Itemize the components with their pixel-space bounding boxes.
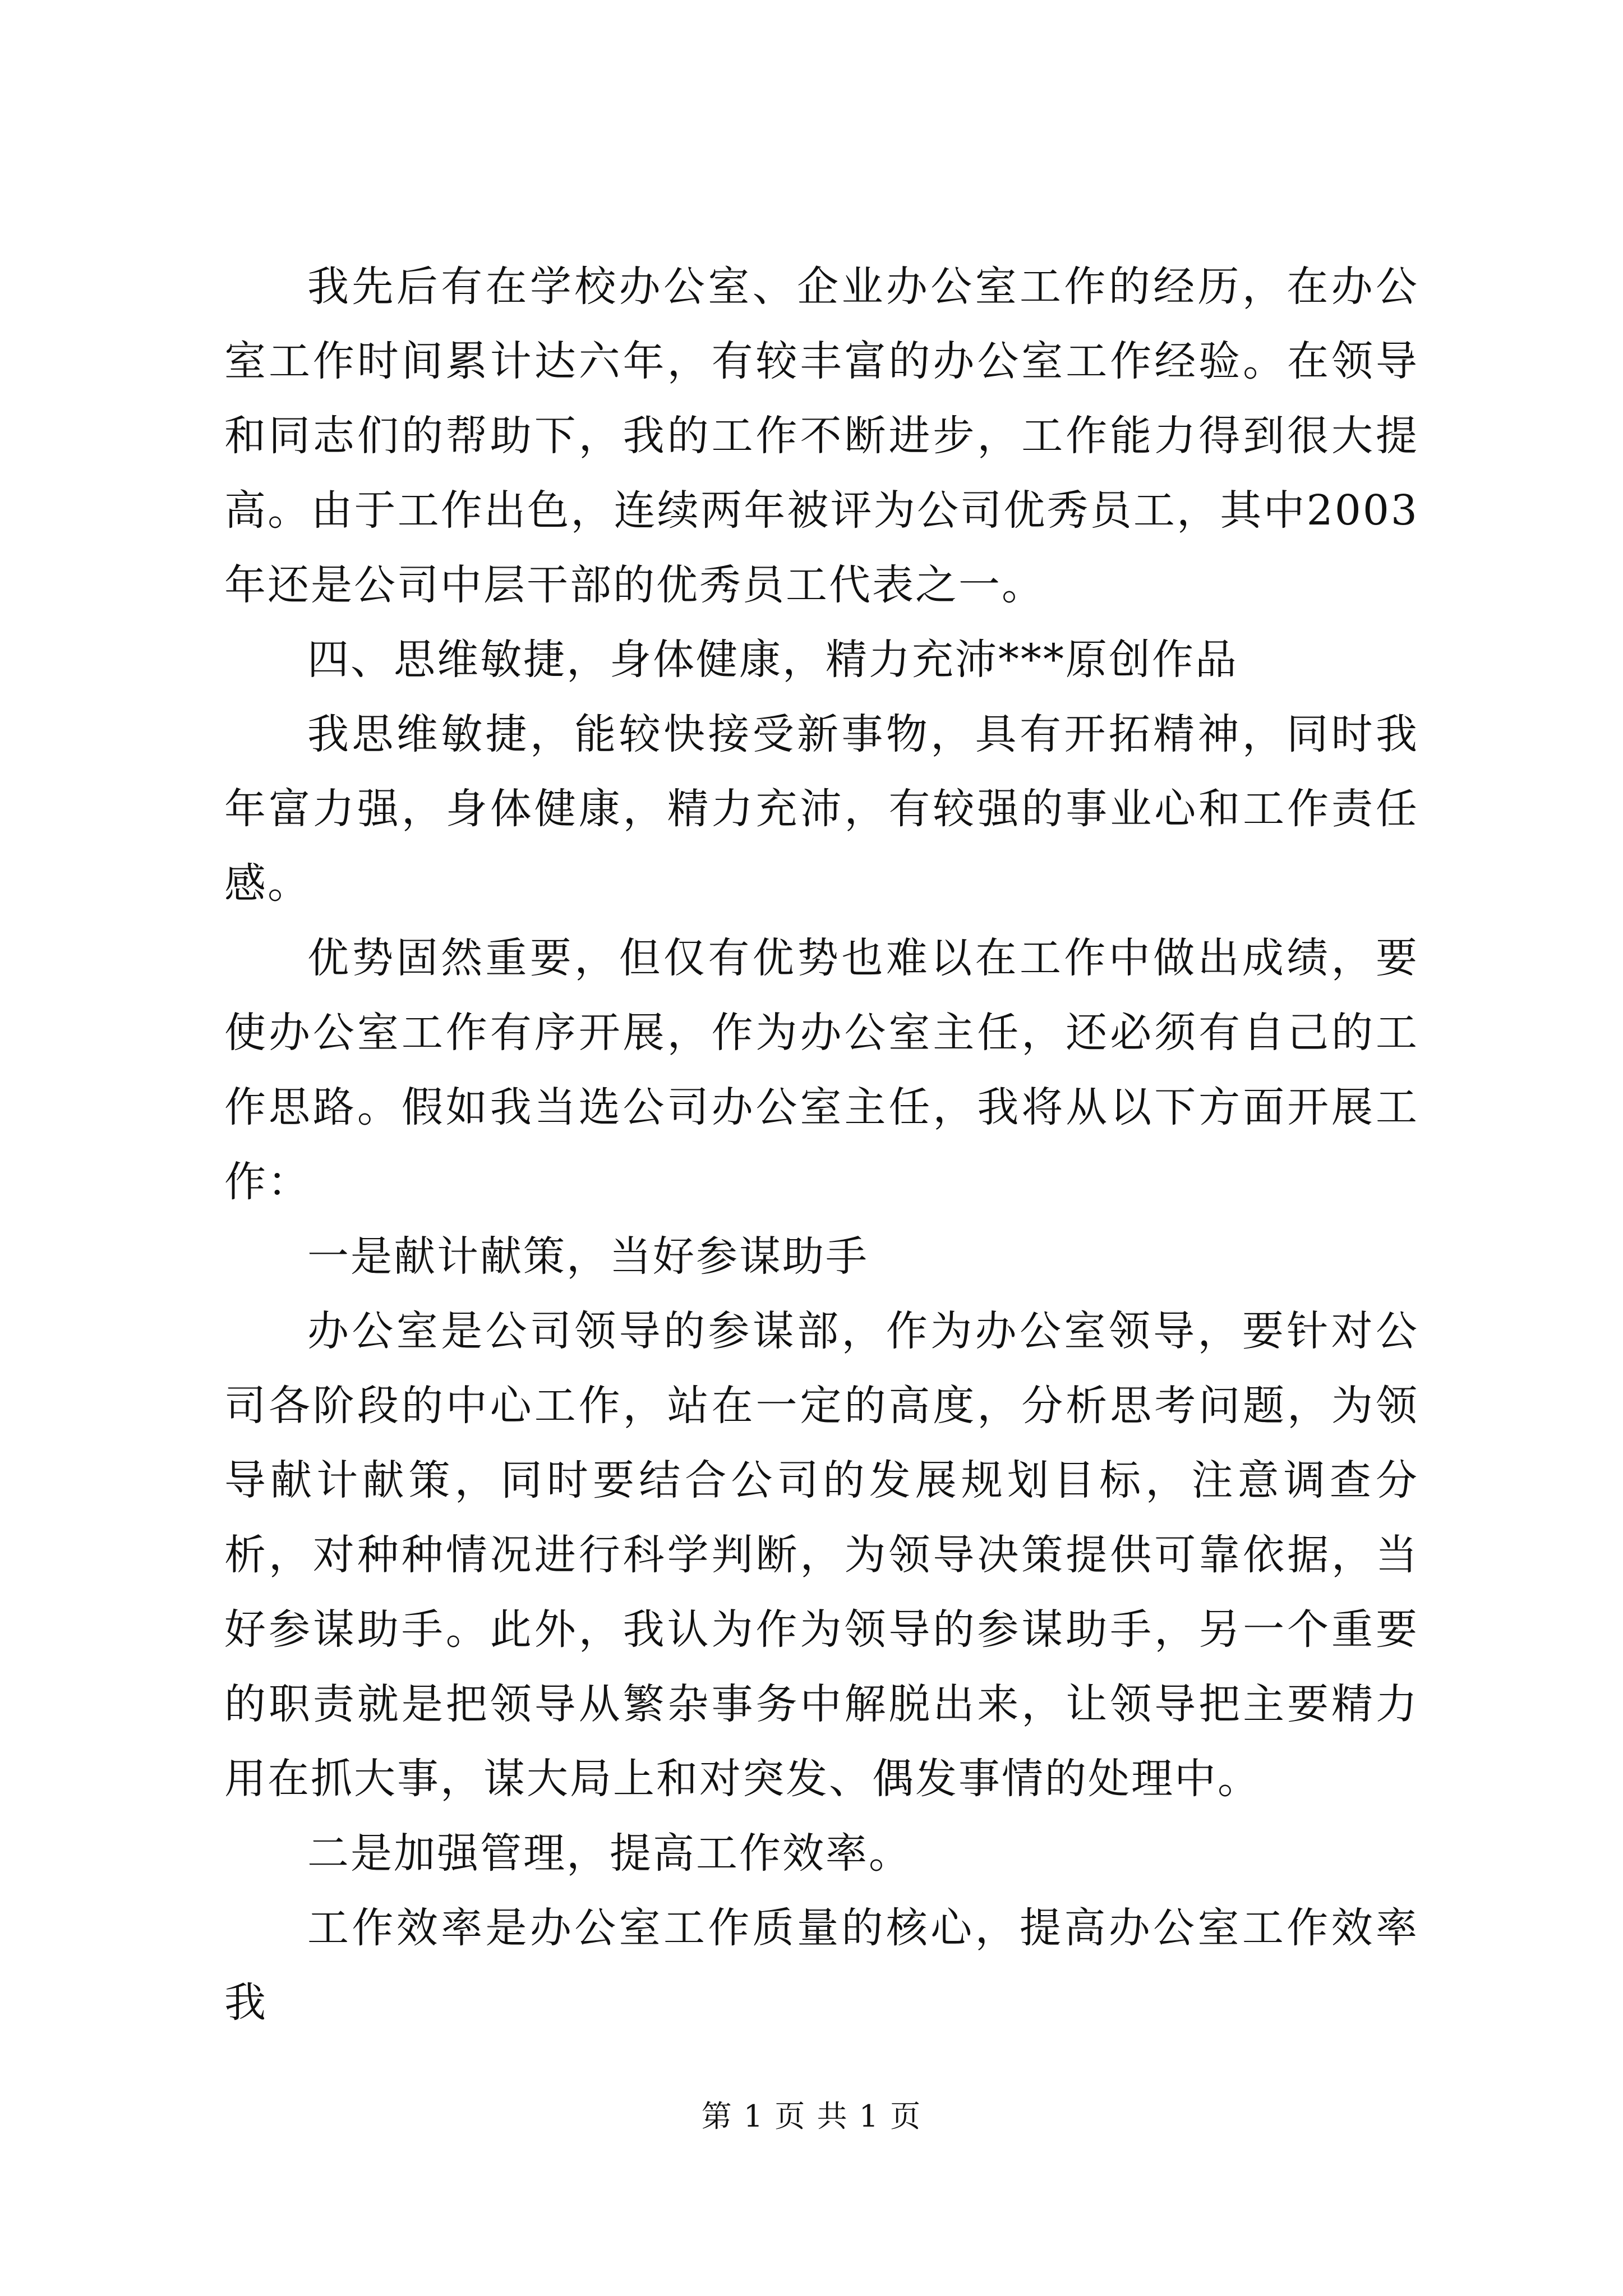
page-footer: 第 1 页 共 1 页 [701,2099,922,2134]
document-body [224,250,1419,2040]
paragraph-experience: 我先后有在学校办公室、企业办公室工作的经历，在办公室工作时间累计达六年，有较丰富的办公室工作经验。在领导和同志们的帮助下，我的工作不断进步，工作能力得到很大提高。由于工作出色，连续两年被评为公司优秀员工，其中2003年还是公司中层干部的优秀员工代表之一。 [224,263,1419,609]
section-heading-two: 二是加强管理，提高工作效率。 [307,1829,912,1878]
section-heading-four: 四、思维敏捷，身体健康，精力充沛***原创作品 [307,636,1238,684]
paragraph-efficiency: 工作效率是办公室工作质量的核心，提高办公室工作效率我 [224,1904,1419,2027]
paragraph-thinking: 我思维敏捷，能较快接受新事物，具有开拓精神，同时我年富力强，身体健康，精力充沛，有较强的事业心和工作责任感。 [224,710,1419,908]
paragraph-advantages: 优势固然重要，但仅有优势也难以在工作中做出成绩，要使办公室工作有序开展，作为办公室主任，还必须有自己的工作思路。假如我当选公司办公室主任，我将从以下方面开展工作： [224,934,1419,1206]
paragraph-advisor: 办公室是公司领导的参谋部，作为办公室领导，要针对公司各阶段的中心工作，站在一定的高度，分析思考问题，为领导献计献策，同时要结合公司的发展规划目标，注意调查分析，对种种情况进行科学判断，为领导决策提供可靠依据，当好参谋助手。此外，我认为作为领导的参谋助手，另一个重要的职责就是把领导从繁杂事务中解脱出来，让领导把主要精力用在抓大事，谋大局上和对突发、偶发事情的处理中。 [224,1307,1419,1803]
section-heading-one: 一是献计献策，当好参谋助手 [307,1232,869,1281]
